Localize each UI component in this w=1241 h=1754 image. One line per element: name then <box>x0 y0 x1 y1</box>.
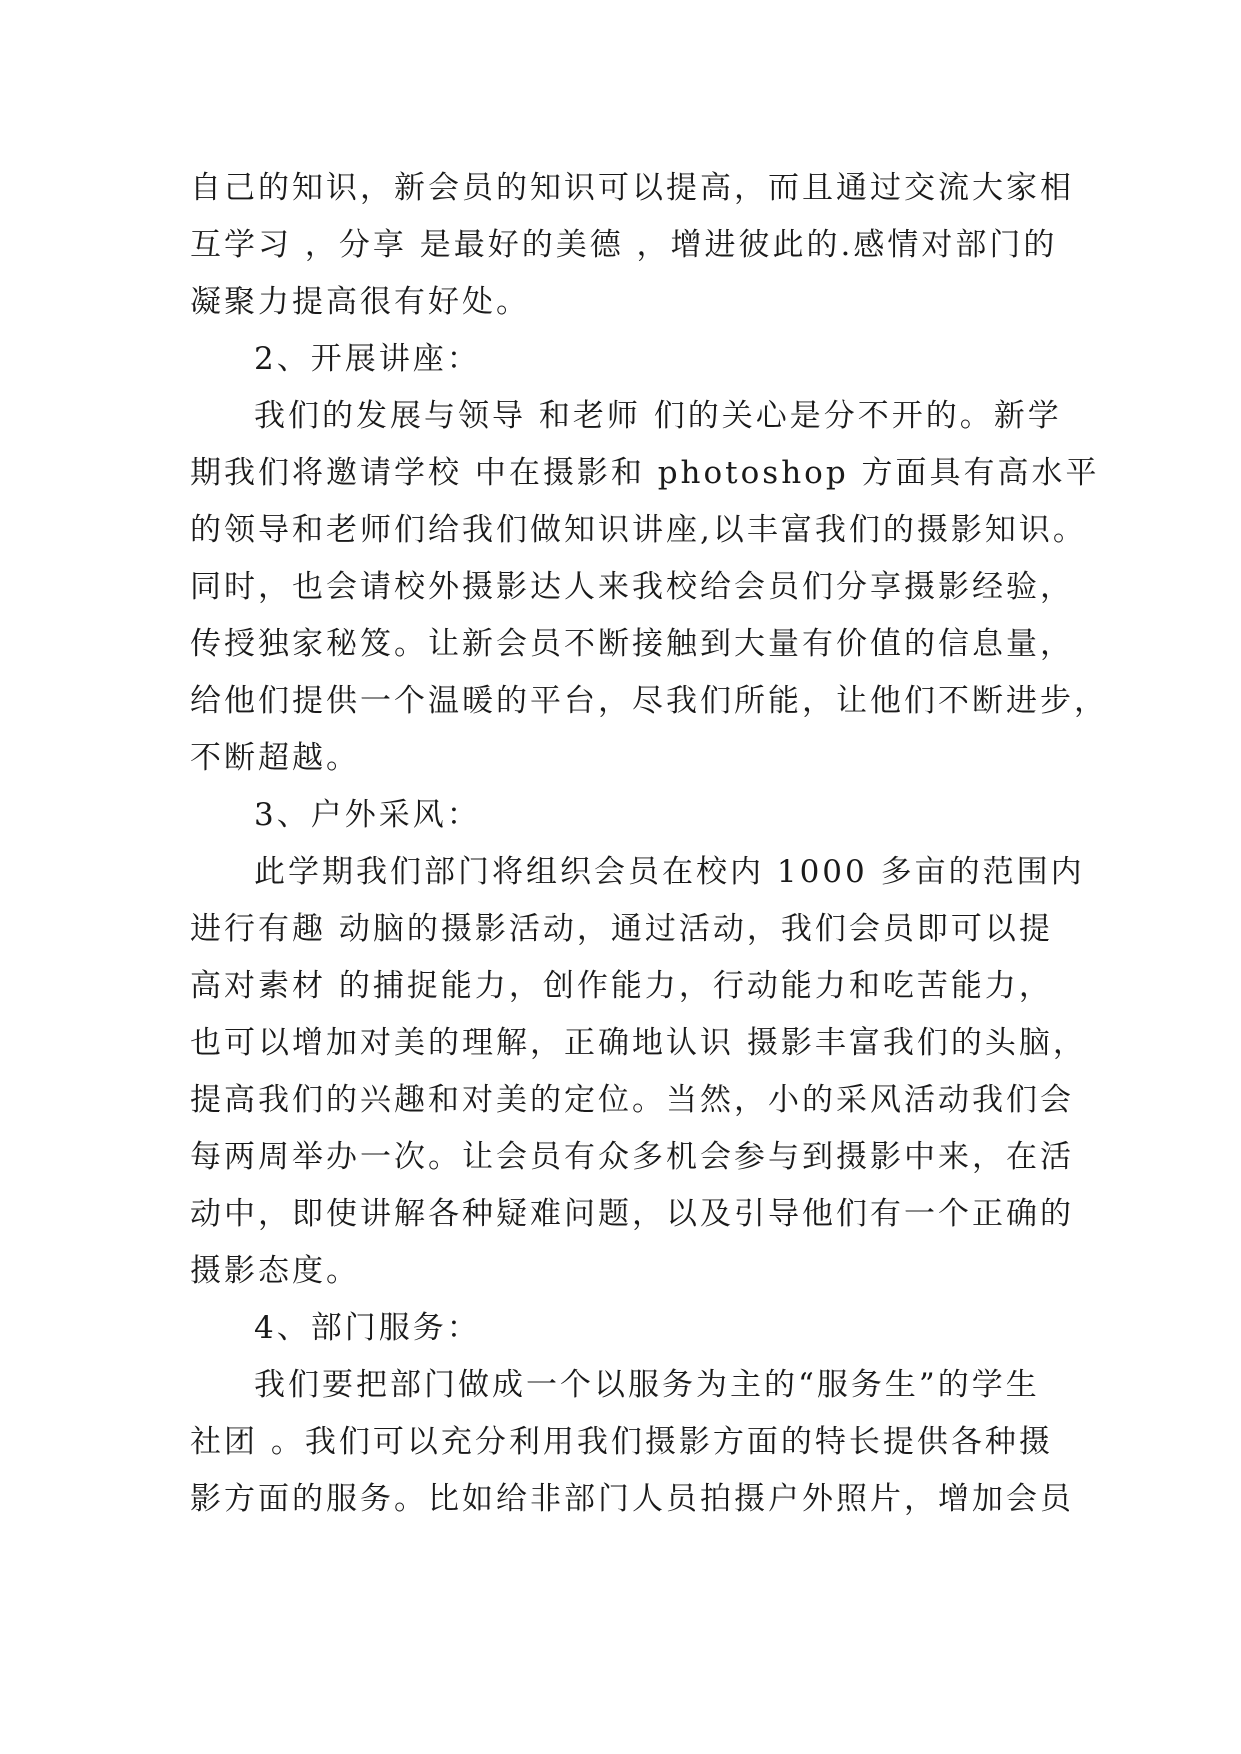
text-line: 也可以增加对美的理解，正确地认识 摄影丰富我们的头脑， <box>190 1025 1087 1061</box>
text-line: 社团 。我们可以充分利用我们摄影方面的特长提供各种摄 <box>190 1424 1053 1460</box>
text-line: 给他们提供一个温暖的平台，尽我们所能，让他们不断进步， <box>190 683 1108 719</box>
text-line: 3、户外采风： <box>254 797 481 833</box>
text-line: 凝聚力提高很有好处。 <box>190 284 530 320</box>
text-line: 动中，即使讲解各种疑难问题，以及引导他们有一个正确的 <box>190 1196 1074 1232</box>
text-line: 4、部门服务： <box>254 1310 481 1346</box>
text-line: 期我们将邀请学校 中在摄影和 photoshop 方面具有高水平 <box>190 455 1100 491</box>
text-line: 高对素材 的捕捉能力，创作能力，行动能力和吃苦能力， <box>190 968 1053 1004</box>
text-line: 传授独家秘笈。让新会员不断接触到大量有价值的信息量， <box>190 626 1074 662</box>
text-line: 此学期我们部门将组织会员在校内 1000 多亩的范围内 <box>254 854 1085 890</box>
text-line: 2、开展讲座： <box>254 341 481 377</box>
text-line: 提高我们的兴趣和对美的定位。当然，小的采风活动我们会 <box>190 1082 1074 1118</box>
text-line: 自己的知识，新会员的知识可以提高，而且通过交流大家相 <box>190 170 1074 206</box>
text-line: 我们要把部门做成一个以服务为主的“服务生”的学生 <box>254 1367 1040 1403</box>
text-line: 影方面的服务。比如给非部门人员拍摄户外照片，增加会员 <box>190 1481 1074 1517</box>
text-line: 我们的发展与领导 和老师 们的关心是分不开的。新学 <box>254 398 1062 434</box>
text-line: 互学习 ，分享 是最好的美德 ，增进彼此的.感情对部门的 <box>190 227 1058 263</box>
document-body <box>190 160 1108 1528</box>
text-line: 进行有趣 动脑的摄影活动，通过活动，我们会员即可以提 <box>190 911 1053 947</box>
text-line: 每两周举办一次。让会员有众多机会参与到摄影中来，在活 <box>190 1139 1074 1175</box>
text-line: 摄影态度。 <box>190 1253 360 1289</box>
text-line: 的领导和老师们给我们做知识讲座,以丰富我们的摄影知识。 <box>190 512 1087 548</box>
text-line: 同时，也会请校外摄影达人来我校给会员们分享摄影经验， <box>190 569 1074 605</box>
text-line: 不断超越。 <box>190 740 360 776</box>
